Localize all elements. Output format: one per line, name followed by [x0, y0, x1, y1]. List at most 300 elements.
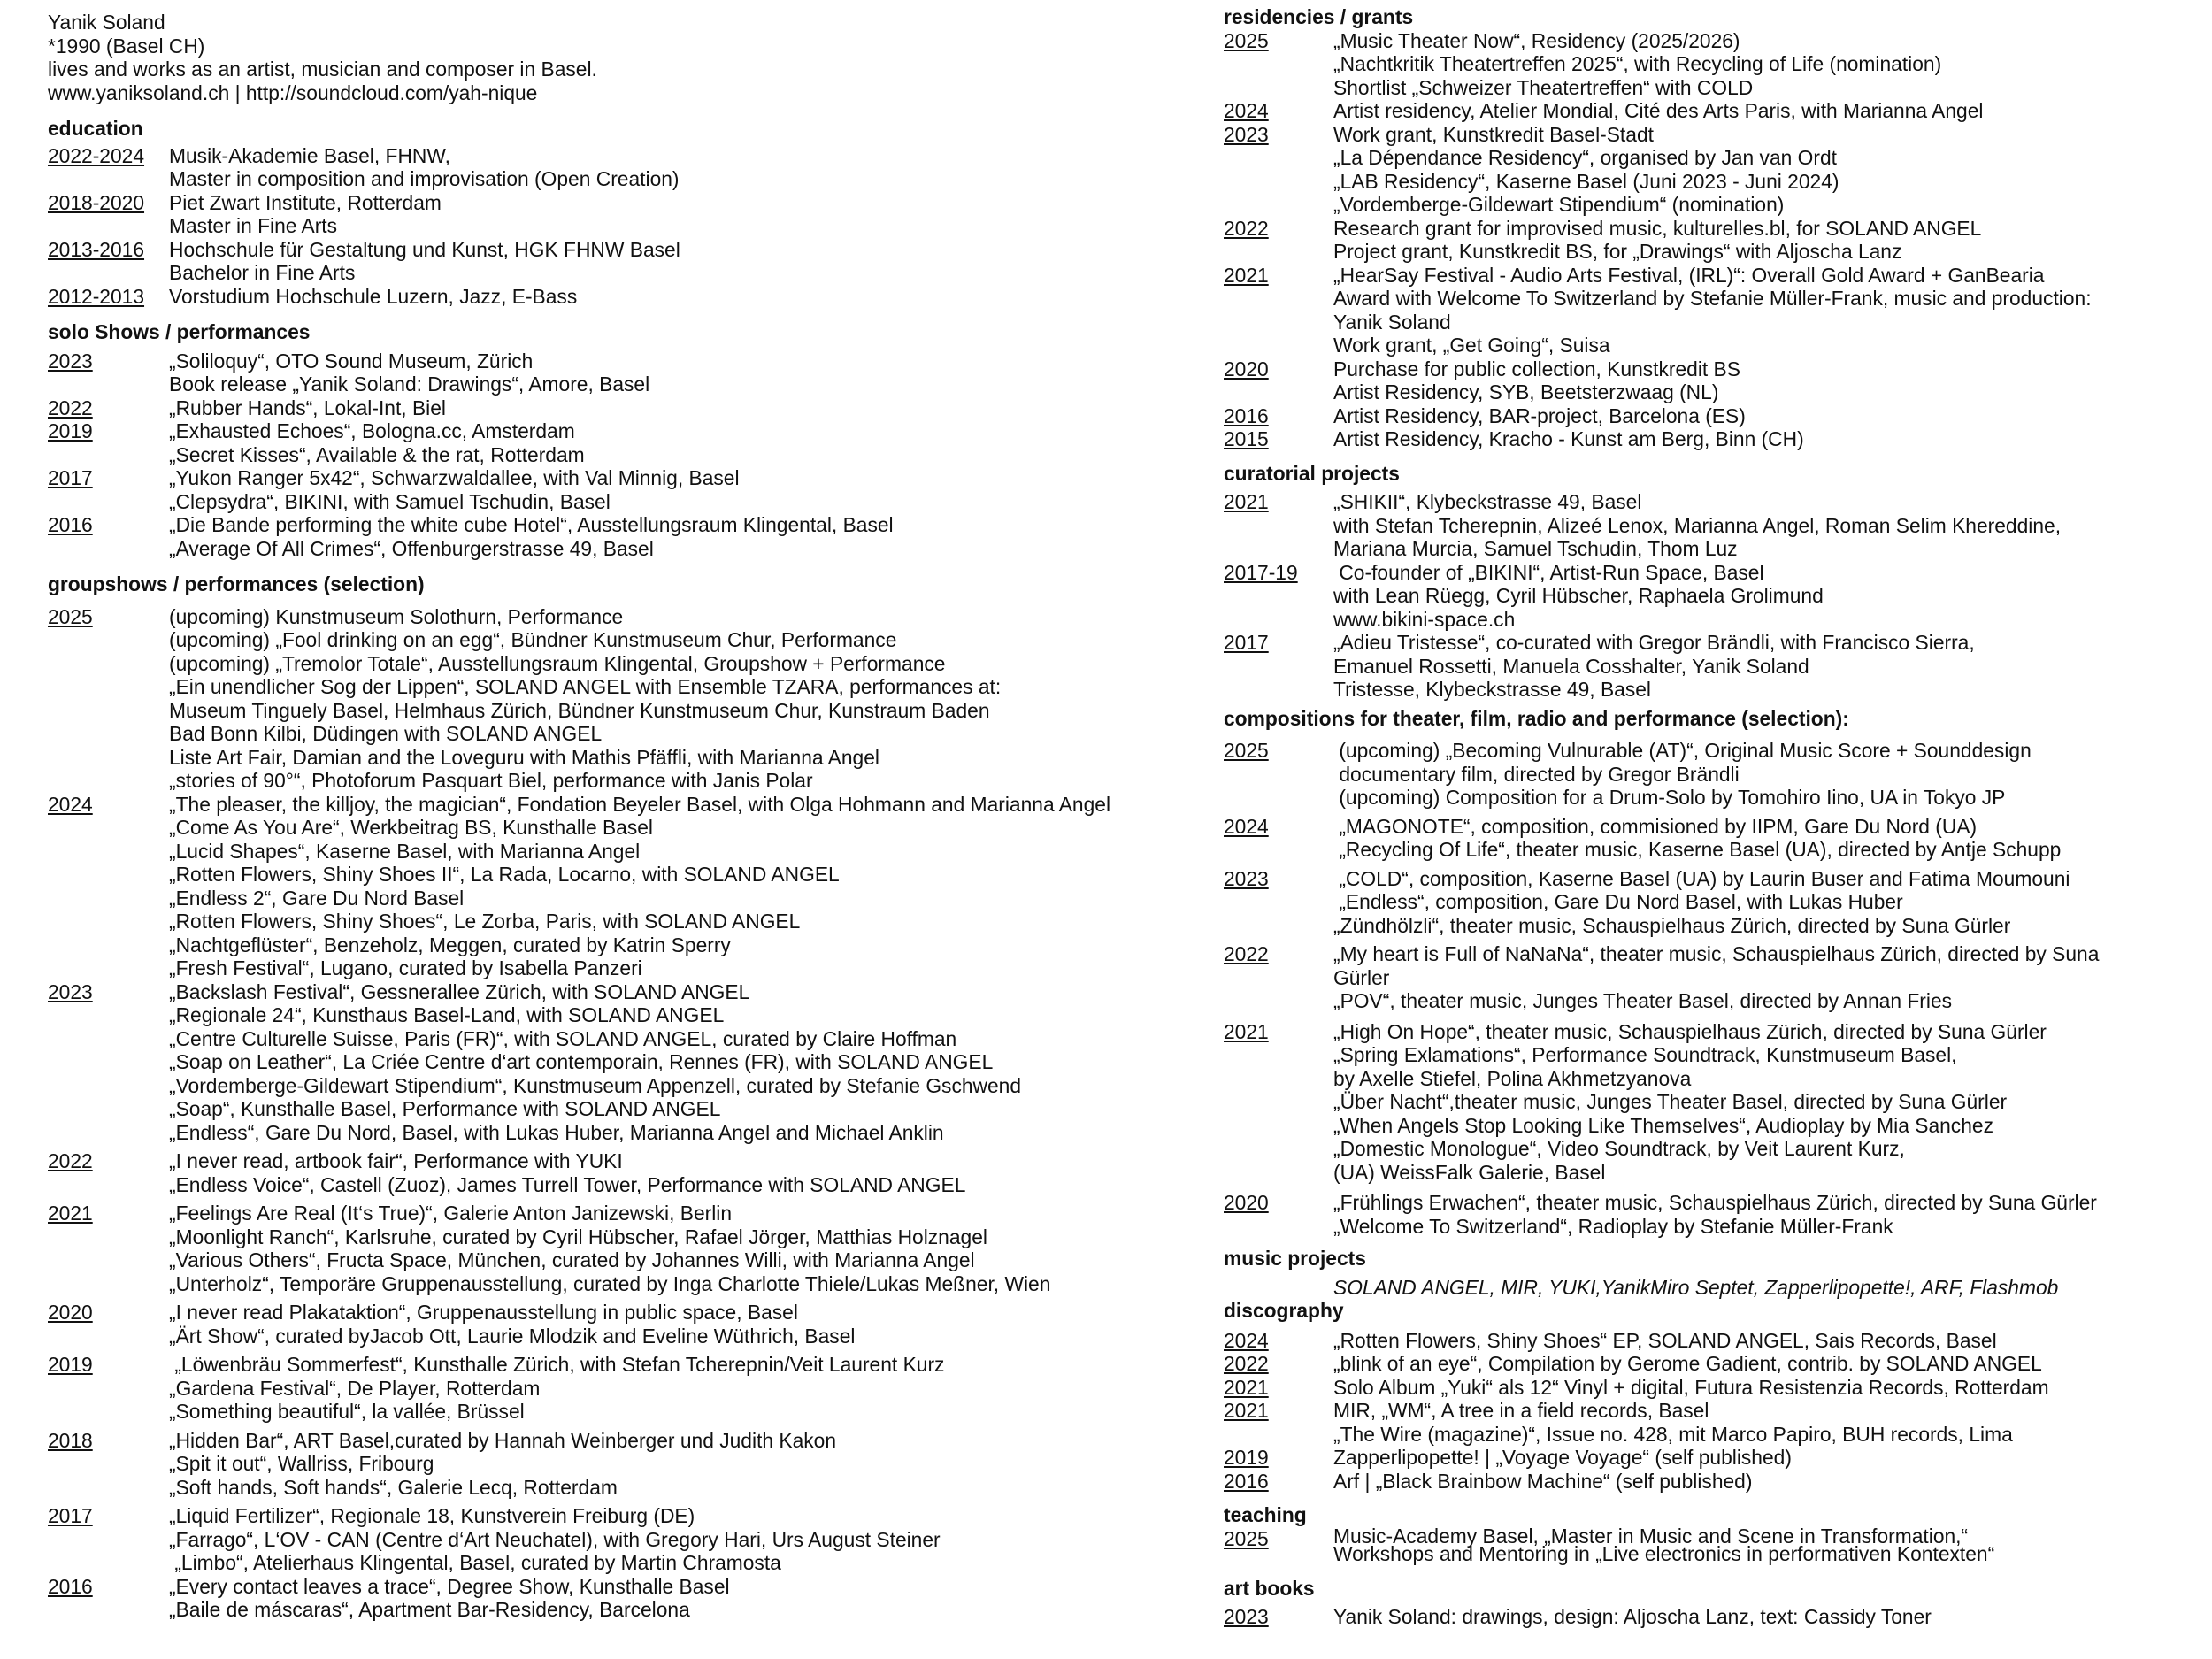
entry-year: 2013-2016 [48, 237, 145, 261]
entry-line: (upcoming) „Becoming Vulnurable (AT)“, Original Music Score + Sounddesign [1333, 739, 2032, 762]
entry-year-cell [48, 980, 169, 1004]
entry-year-cell [48, 605, 169, 629]
entry-line: Arf | „Black Brainbow Machine“ (self published) [1333, 1469, 1753, 1493]
entry [1224, 1352, 2206, 1376]
entry-line: „Backslash Festival“, Gessnerallee Zürich, with SOLAND ANGEL [169, 979, 750, 1003]
entry-lines [1333, 404, 2206, 428]
entry-lines [169, 1575, 1225, 1622]
entry-year: 2015 [1224, 427, 1269, 450]
entry-line: Purchase for public collection, Kunstkredit BS [1333, 357, 1740, 380]
entry-year: 2020 [1224, 1191, 1269, 1214]
entry-line: Yanik Soland [1333, 310, 1451, 334]
entry-year: 2012-2013 [48, 284, 145, 308]
entry-year-cell [1224, 1329, 1333, 1353]
entry-year: 2018-2020 [48, 190, 145, 214]
entry [48, 980, 1225, 1145]
entry-line: (upcoming) „Fool drinking on an egg“, Bündner Kunstmuseum Chur, Performance [169, 628, 897, 651]
entry-year: 2023 [1224, 122, 1269, 146]
entry [48, 1149, 1225, 1196]
education-list [48, 144, 1225, 309]
entry [1224, 942, 2206, 1013]
entry-line: Master in composition and improvisation (Open Creation) [169, 167, 680, 190]
entry-line: Project grant, Kunstkredit BS, for „Drawings“ with Aljoscha Lanz [1333, 240, 1902, 263]
entry-line: „Rotten Flowers, Shiny Shoes“, Le Zorba, Paris, with SOLAND ANGEL [169, 910, 801, 933]
entry-line: Hochschule für Gestaltung und Kunst, HGK FHNW Basel [169, 237, 680, 261]
entry-line: „SHIKII“, Klybeckstrasse 49, Basel [1333, 490, 1642, 513]
entry-year: 2021 [1224, 263, 1269, 287]
entry-year: 2016 [48, 1574, 93, 1598]
entry-line: by Axelle Stiefel, Polina Akhmetzyanova [1333, 1066, 1692, 1090]
entry-lines [169, 980, 1225, 1145]
birth-info: *1990 (Basel CH) [48, 34, 205, 58]
entry [1224, 561, 2206, 632]
entry-line: Research grant for improvised music, kulturelles.bl, for SOLAND ANGEL [1333, 216, 1982, 240]
entry-line: Liste Art Fair, Damian and the Loveguru with Mathis Pfäffli, with Marianna Angel [169, 745, 879, 769]
entry-line: Vorstudium Hochschule Luzern, Jazz, E-Bass [169, 284, 578, 308]
entry-lines [169, 1504, 1225, 1575]
entry [48, 285, 1225, 309]
entry-line: Tristesse, Klybeckstrasse 49, Basel [1333, 678, 1651, 701]
entry-year-cell [1224, 29, 1333, 53]
entry [48, 144, 1225, 191]
section-title-music-projects: music projects [1224, 1247, 1366, 1270]
entry-year-cell [1224, 942, 1333, 966]
entry-year-cell [48, 1149, 169, 1173]
entry-lines [169, 1149, 1225, 1196]
entry-lines [1333, 217, 2206, 264]
entry [48, 238, 1225, 285]
entry-line: „Feelings Are Real (It‘s True)“, Galerie Anton Janizewski, Berlin [169, 1202, 733, 1225]
entry-year-cell [1224, 99, 1333, 123]
entry [1224, 357, 2206, 404]
entry-year-cell [48, 1575, 169, 1599]
entry-line: Musik-Akademie Basel, FHNW, [169, 143, 450, 167]
music-projects-list: SOLAND ANGEL, MIR, YUKI,YanikMiro Septet, Zapperlipopette!, ARF, Flashmob [1333, 1275, 2059, 1299]
entry-year: 2025 [1224, 1526, 1269, 1550]
entry-year: 2023 [1224, 866, 1269, 890]
entry-line: Award with Welcome To Switzerland by Stefanie Müller-Frank, music and production: [1333, 287, 2092, 310]
entry-line: „Spring Exlamations“, Performance Soundtrack, Kunstmuseum Basel, [1333, 1043, 1957, 1066]
entry-lines [169, 513, 1225, 560]
entry-lines [169, 793, 1225, 980]
entry-line: „blink of an eye“, Compilation by Gerome Gadient, contrib. by SOLAND ANGEL [1333, 1352, 2042, 1375]
entry-year: 2017 [48, 466, 93, 489]
section-title-compositions: compositions for theater, film, radio and performance (selection): [1224, 706, 1849, 730]
entry [48, 1504, 1225, 1575]
entry-line: (upcoming) Composition for a Drum-Solo by Tomohiro Iino, UA in Tokyo JP [1333, 786, 2006, 809]
entry-year: 2023 [48, 349, 93, 373]
entry-lines [169, 1429, 1225, 1500]
entry-lines [1333, 1470, 2206, 1494]
entry-year: 2022 [1224, 942, 1269, 965]
entry-year-cell [48, 419, 169, 443]
entry-line: Bachelor in Fine Arts [169, 261, 356, 284]
entry-year-cell [48, 1429, 169, 1453]
entry-line: „Secret Kisses“, Available & the rat, Rotterdam [169, 442, 585, 466]
section-title-solo-shows: solo Shows / performances [48, 320, 311, 343]
entry-line: „Frühlings Erwachen“, theater music, Schauspielhaus Zürich, directed by Suna Gürler [1333, 1191, 2097, 1214]
entry-year-cell [1224, 1376, 1333, 1400]
entry-lines [1333, 1352, 2206, 1376]
entry-year-cell [48, 1504, 169, 1528]
entry-line: „Löwenbräu Sommerfest“, Kunsthalle Zürich, with Stefan Tcherepnin/Veit Laurent Kurz [169, 1353, 945, 1376]
entry [48, 1353, 1225, 1424]
entry-line: „Soap“, Kunsthalle Basel, Performance with SOLAND ANGEL [169, 1097, 721, 1120]
entry-year: 2018 [48, 1428, 93, 1452]
entry-lines [1333, 1376, 2206, 1400]
curatorial-list [1224, 490, 2206, 702]
entry-line: „Yukon Ranger 5x42“, Schwarzwaldallee, with Val Minnig, Basel [169, 466, 740, 489]
entry-line: Bad Bonn Kilbi, Düdingen with SOLAND ANGEL [169, 722, 603, 745]
entry-line: with Stefan Tcherepnin, Alizeé Lenox, Marianna Angel, Roman Selim Khereddine, [1333, 513, 2062, 537]
entry [1224, 427, 2206, 451]
entry-year-cell [1224, 739, 1333, 763]
entry-line: „Gardena Festival“, De Player, Rotterdam [169, 1376, 541, 1400]
entry-line: „Welcome To Switzerland“, Radioplay by Stefanie Müller-Frank [1333, 1214, 1893, 1238]
entry-line: „My heart is Full of NaNaNa“, theater music, Schauspielhaus Zürich, directed by Suna [1333, 942, 2100, 965]
entry-line: Museum Tinguely Basel, Helmhaus Zürich, Bündner Kunstmuseum Chur, Kunstraum Baden [169, 698, 990, 722]
entry-line: Solo Album „Yuki“ als 12“ Vinyl + digital, Futura Resistenzia Records, Rotterdam [1333, 1375, 2049, 1399]
entry-line: „Domestic Monologue“, Video Soundtrack, by Veit Laurent Kurz, [1333, 1137, 1905, 1160]
entry-year-cell [48, 285, 169, 309]
entry [1224, 815, 2206, 862]
entry-lines [1333, 29, 2206, 100]
entry [1224, 1470, 2206, 1494]
entry-year: 2023 [1224, 1605, 1269, 1628]
entry-year: 2021 [1224, 1019, 1269, 1043]
entry-line: Yanik Soland: drawings, design: Aljoscha Lanz, text: Cassidy Toner [1333, 1605, 1932, 1628]
entry-lines [1333, 561, 2206, 632]
entry-line: (upcoming) Kunstmuseum Solothurn, Performance [169, 604, 624, 628]
entry-year: 2024 [1224, 814, 1269, 838]
entry-line: (upcoming) „Tremolor Totale“, Ausstellungsraum Klingental, Groupshow + Performance [169, 651, 946, 675]
left-column [48, 11, 1225, 1622]
entry-lines [169, 144, 1225, 191]
entry-line: „Limbo“, Atelierhaus Klingental, Basel, curated by Martin Chramosta [169, 1551, 781, 1574]
entry-line: „I never read, artbook fair“, Performance with YUKI [169, 1149, 623, 1172]
entry-line: „Rotten Flowers, Shiny Shoes II“, La Rada, Locarno, with SOLAND ANGEL [169, 863, 840, 886]
entry [48, 1429, 1225, 1500]
entry-line: „Soliloquy“, OTO Sound Museum, Zürich [169, 349, 534, 373]
solo-shows-list [48, 349, 1225, 561]
entry-line: „Various Others“, Fructa Space, München, curated by Johannes Willi, with Marianna Angel [169, 1248, 975, 1271]
entry-lines [169, 191, 1225, 238]
entry-year: 2019 [1224, 1446, 1269, 1469]
entry-line: „Zündhölzli“, theater music, Schauspielhaus Zürich, directed by Suna Gürler [1333, 913, 2011, 937]
entry-year-cell [1224, 490, 1333, 514]
entry-line: „Centre Culturelle Suisse, Paris (FR)“, with SOLAND ANGEL, curated by Claire Hoffman [169, 1026, 957, 1050]
entry-line: Master in Fine Arts [169, 214, 338, 237]
entry-year: 2017 [1224, 631, 1269, 654]
entry-year: 2016 [1224, 403, 1269, 427]
entry-line: „Music Theater Now“, Residency (2025/2026) [1333, 28, 1740, 52]
entry-line: „Vordemberge-Gildewart Stipendium“, Kunstmuseum Appenzell, curated by Stefanie Gschwend [169, 1073, 1022, 1097]
entry-lines [1333, 815, 2206, 862]
entry-year-cell [1224, 357, 1333, 381]
entry-lines [1333, 99, 2206, 123]
entry-line: „Die Bande performing the white cube Hotel“, Ausstellungsraum Klingental, Basel [169, 513, 894, 536]
entry-year: 2016 [1224, 1469, 1269, 1493]
entry-line: „The Wire (magazine)“, Issue no. 428, mit Marco Papiro, BUH records, Lima [1333, 1422, 2013, 1446]
entry-year-cell [1224, 815, 1333, 839]
entry-line: „Soap on Leather“, La Criée Centre d‘art contemporain, Rennes (FR), with SOLAND ANGEL [169, 1050, 994, 1073]
entry [1224, 739, 2206, 810]
entry-lines [1333, 123, 2206, 217]
section-title-residencies: residencies / grants [1224, 5, 1414, 28]
entry-line: www.bikini-space.ch [1333, 607, 1516, 631]
entry [1224, 217, 2206, 264]
entry-lines [1333, 1329, 2206, 1353]
entry-lines [169, 285, 1225, 309]
right-column [1224, 5, 2206, 1629]
entry-line: (UA) WeissFalk Galerie, Basel [1333, 1160, 1606, 1184]
entry-lines [1333, 1399, 2206, 1446]
entry-lines [1333, 1446, 2206, 1470]
entry-line: „Rubber Hands“, Lokal-Int, Biel [169, 396, 446, 419]
entry-year: 2017-19 [1224, 560, 1298, 584]
section-title-teaching: teaching [1224, 1503, 1307, 1526]
entry-lines [169, 1202, 1225, 1295]
entry-line: „Liquid Fertilizer“, Regionale 18, Kunstverein Freiburg (DE) [169, 1504, 695, 1527]
entry [1224, 1605, 2206, 1629]
entry-line: „Ein unendlicher Sog der Lippen“, SOLAND ANGEL with Ensemble TZARA, performances at: [169, 675, 1002, 698]
entry-year: 2022-2024 [48, 143, 145, 167]
website-links[interactable]: www.yaniksoland.ch | http://soundcloud.com/yah-nique [48, 81, 538, 104]
entry-year: 2017 [48, 1504, 93, 1527]
entry-year-cell [1224, 404, 1333, 428]
entry-lines [1333, 867, 2206, 938]
compositions-list [1224, 739, 2206, 1238]
entry-line: „HearSay Festival - Audio Arts Festival, (IRL)“: Overall Gold Award + GanBearia [1333, 263, 2045, 287]
entry-lines [169, 396, 1225, 420]
entry-lines [1333, 942, 2206, 1013]
entry-line: „I never read Plakataktion“, Gruppenausstellung in public space, Basel [169, 1301, 798, 1324]
entry-line: „Vordemberge-Gildewart Stipendium“ (nomination) [1333, 193, 1785, 216]
entry-line: „High On Hope“, theater music, Schauspielhaus Zürich, directed by Suna Gürler [1333, 1019, 2047, 1043]
entry-year-cell [1224, 1527, 1333, 1551]
entry-line: „Endless 2“, Gare Du Nord Basel [169, 886, 465, 910]
entry [1224, 1376, 2206, 1400]
teaching-list [1224, 1524, 2206, 1565]
entry-lines [1333, 490, 2206, 561]
entry [1224, 631, 2206, 702]
entry [1224, 867, 2206, 938]
entry-line: „stories of 90°“, Photoforum Pasquart Biel, performance with Janis Polar [169, 769, 813, 792]
entry-year: 2019 [48, 1353, 93, 1376]
entry-year-cell [1224, 427, 1333, 451]
entry-year-cell [1224, 867, 1333, 891]
entry [48, 1575, 1225, 1622]
entry [48, 1202, 1225, 1295]
entry-lines [169, 238, 1225, 285]
entry-year-cell [48, 466, 169, 490]
entry [48, 605, 1225, 793]
entry-year: 2021 [1224, 1399, 1269, 1422]
entry-year: 2020 [48, 1301, 93, 1324]
entry-line: Gürler [1333, 965, 1390, 989]
entry-lines [169, 605, 1225, 793]
entry-year: 2021 [1224, 1375, 1269, 1399]
groupshows-list [48, 605, 1225, 1622]
intro [48, 11, 1225, 104]
entry-line: Zapperlipopette! | „Voyage Voyage“ (self published) [1333, 1446, 1792, 1469]
entry [48, 1301, 1225, 1348]
entry-line: „Every contact leaves a trace“, Degree Show, Kunsthalle Basel [169, 1574, 730, 1598]
entry-lines [169, 419, 1225, 466]
entry-year: 2022 [1224, 1352, 1269, 1375]
entry-year: 2022 [1224, 216, 1269, 240]
entry [1224, 29, 2206, 100]
entry-line: „Recycling Of Life“, theater music, Kaserne Basel (UA), directed by Antje Schupp [1333, 838, 2062, 861]
entry [48, 513, 1225, 560]
entry-line: Artist Residency, BAR-project, Barcelona (ES) [1333, 403, 1746, 427]
entry-line: „Unterholz“, Temporäre Gruppenausstellung, curated by Inga Charlotte Thiele/Lukas Meßner, Wien [169, 1271, 1051, 1295]
entry [1224, 1329, 2206, 1353]
entry-year-cell [1224, 1446, 1333, 1470]
bio-line: lives and works as an artist, musician and composer in Basel. [48, 58, 597, 81]
entry-line: „Average Of All Crimes“, Offenburgerstrasse 49, Basel [169, 536, 654, 560]
entry-line: „POV“, theater music, Junges Theater Basel, directed by Annan Fries [1333, 989, 1953, 1012]
entry [1224, 1446, 2206, 1470]
entry-year: 2016 [48, 513, 93, 536]
entry-year-cell [1224, 631, 1333, 655]
entry-lines [169, 349, 1225, 396]
entry [1224, 1524, 2206, 1565]
entry-line: with Lean Rüegg, Cyril Hübscher, Raphaela Grolimund [1333, 584, 1824, 607]
entry-year: 2024 [1224, 99, 1269, 122]
entry [48, 466, 1225, 513]
entry-line: „Hidden Bar“, ART Basel,curated by Hannah Weinberger und Judith Kakon [169, 1428, 837, 1452]
entry [48, 793, 1225, 980]
section-title-discography: discography [1224, 1299, 1344, 1322]
entry-lines [1333, 1524, 2206, 1565]
entry-line: „Rotten Flowers, Shiny Shoes“ EP, SOLAND ANGEL, Sais Records, Basel [1333, 1328, 1997, 1352]
entry-line: „Moonlight Ranch“, Karlsruhe, curated by Cyril Hübscher, Rafael Jörger, Matthias Holznagel [169, 1225, 987, 1248]
entry-lines [1333, 357, 2206, 404]
section-title-curatorial: curatorial projects [1224, 461, 1400, 485]
entry-line: Workshops and Mentoring in „Live electronics in performativen Kontexten“ [1333, 1541, 1995, 1565]
entry-line: „Regionale 24“, Kunsthaus Basel-Land, with SOLAND ANGEL [169, 1003, 725, 1026]
entry-line: „La Dépendance Residency“, organised by Jan van Ordt [1333, 146, 1837, 169]
entry-lines [1333, 631, 2206, 702]
entry-year-cell [48, 513, 169, 537]
entry [1224, 490, 2206, 561]
entry-line: „The pleaser, the killjoy, the magician“, Fondation Beyeler Basel, with Olga Hohmann and Marianna Angel [169, 792, 1111, 816]
entry-year-cell [1224, 1020, 1333, 1044]
entry-year: 2019 [48, 419, 93, 442]
entry-lines [1333, 1191, 2206, 1238]
entry-line: documentary film, directed by Gregor Brändli [1333, 762, 1740, 786]
entry-line: „Endless Voice“, Castell (Zuoz), James Turrell Tower, Performance with SOLAND ANGEL [169, 1172, 966, 1196]
entry-year: 2022 [48, 396, 93, 419]
entry-line: „Come As You Are“, Werkbeitrag BS, Kunsthalle Basel [169, 816, 653, 839]
discography-list [1224, 1329, 2206, 1494]
entry-line: Piet Zwart Institute, Rotterdam [169, 190, 442, 214]
entry-line: „LAB Residency“, Kaserne Basel (Juni 2023 - Juni 2024) [1333, 169, 1839, 193]
entry-year-cell [1224, 1605, 1333, 1629]
entry-year: 2023 [48, 979, 93, 1003]
entry-year: 2022 [48, 1149, 93, 1172]
entry-line: Artist Residency, SYB, Beetsterzwaag (NL) [1333, 380, 1719, 403]
entry-line: „Spit it out“, Wallriss, Fribourg [169, 1452, 434, 1475]
artist-name: Yanik Soland [48, 11, 165, 34]
entry-line: „Lucid Shapes“, Kaserne Basel, with Marianna Angel [169, 839, 641, 863]
entry-year: 2025 [1224, 28, 1269, 52]
entry [48, 349, 1225, 396]
entry-year-cell [1224, 1470, 1333, 1494]
entry-lines [1333, 1020, 2206, 1185]
residencies-list [1224, 29, 2206, 451]
entry-year-cell [48, 396, 169, 420]
entry-year-cell [1224, 1399, 1333, 1423]
entry-line: MIR, „WM“, A tree in a field records, Basel [1333, 1399, 1709, 1422]
art-books-list [1224, 1605, 2206, 1629]
entry-line: „COLD“, composition, Kaserne Basel (UA) by Laurin Buser and Fatima Moumouni [1333, 866, 2070, 890]
entry-line: Co-founder of „BIKINI“, Artist-Run Space, Basel [1333, 560, 1764, 584]
entry-year-cell [1224, 1352, 1333, 1376]
entry-lines [1333, 427, 2206, 451]
entry-year-cell [1224, 123, 1333, 147]
entry-line: „Clepsydra“, BIKINI, with Samuel Tschudin, Basel [169, 489, 611, 513]
entry [48, 419, 1225, 466]
entry-year-cell [1224, 217, 1333, 241]
entry-year: 2025 [1224, 739, 1269, 762]
entry-lines [169, 1301, 1225, 1348]
entry-line: Mariana Murcia, Samuel Tschudin, Thom Luz [1333, 537, 1738, 560]
entry [1224, 1191, 2206, 1238]
entry-line: „Nachtkritik Theatertreffen 2025“, with Recycling of Life (nomination) [1333, 52, 1942, 75]
entry-line: Shortlist „Schweizer Theatertreffen“ with COLD [1333, 75, 1754, 99]
entry-year: 2020 [1224, 357, 1269, 380]
entry-year: 2024 [1224, 1328, 1269, 1352]
section-title-groupshows: groupshows / performances (selection) [48, 572, 425, 595]
entry-line: „Fresh Festival“, Lugano, curated by Isabella Panzeri [169, 956, 642, 979]
entry-year-cell [48, 349, 169, 373]
entry-lines [169, 1353, 1225, 1424]
entry-line: Emanuel Rossetti, Manuela Cosshalter, Yanik Soland [1333, 654, 1809, 678]
entry-year: 2021 [1224, 490, 1269, 513]
entry-year: 2024 [48, 792, 93, 816]
entry-year-cell [48, 191, 169, 215]
entry [1224, 404, 2206, 428]
entry [1224, 123, 2206, 217]
entry-line: „Nachtgeflüster“, Benzeholz, Meggen, curated by Katrin Sperry [169, 933, 731, 956]
entry-year: 2025 [48, 604, 93, 628]
entry-year-cell [1224, 561, 1333, 585]
entry-lines [1333, 739, 2206, 810]
entry [1224, 264, 2206, 357]
entry [1224, 1399, 2206, 1446]
entry-year-cell [48, 1353, 169, 1377]
entry-line: Work grant, Kunstkredit Basel-Stadt [1333, 122, 1654, 146]
entry-line: „When Angels Stop Looking Like Themselves“, Audioplay by Mia Sanchez [1333, 1113, 1993, 1137]
entry-line: „Baile de máscaras“, Apartment Bar-Residency, Barcelona [169, 1598, 690, 1621]
entry-line: „Endless“, composition, Gare Du Nord Basel, with Lukas Huber [1333, 890, 1903, 913]
entry-year-cell [1224, 264, 1333, 288]
entry-line: „Ärt Show“, curated byJacob Ott, Laurie Mlodzik and Eveline Wüthrich, Basel [169, 1324, 856, 1348]
entry-line: Work grant, „Get Going“, Suisa [1333, 334, 1610, 357]
entry-line: „Soft hands, Soft hands“, Galerie Lecq, Rotterdam [169, 1475, 618, 1499]
entry [1224, 1020, 2206, 1185]
entry-line: „Farrago“, L‘OV - CAN (Centre d‘Art Neuchatel), with Gregory Hari, Urs August Steiner [169, 1527, 941, 1551]
entry-line: Artist Residency, Kracho - Kunst am Berg, Binn (CH) [1333, 427, 1804, 450]
entry-year-cell [48, 238, 169, 262]
entry-lines [1333, 1605, 2206, 1629]
entry-year-cell [48, 144, 169, 168]
section-title-art-books: art books [1224, 1576, 1315, 1600]
entry-year: 2021 [48, 1202, 93, 1225]
entry-line: „Adieu Tristesse“, co-curated with Gregor Brändli, with Francisco Sierra, [1333, 631, 1975, 654]
